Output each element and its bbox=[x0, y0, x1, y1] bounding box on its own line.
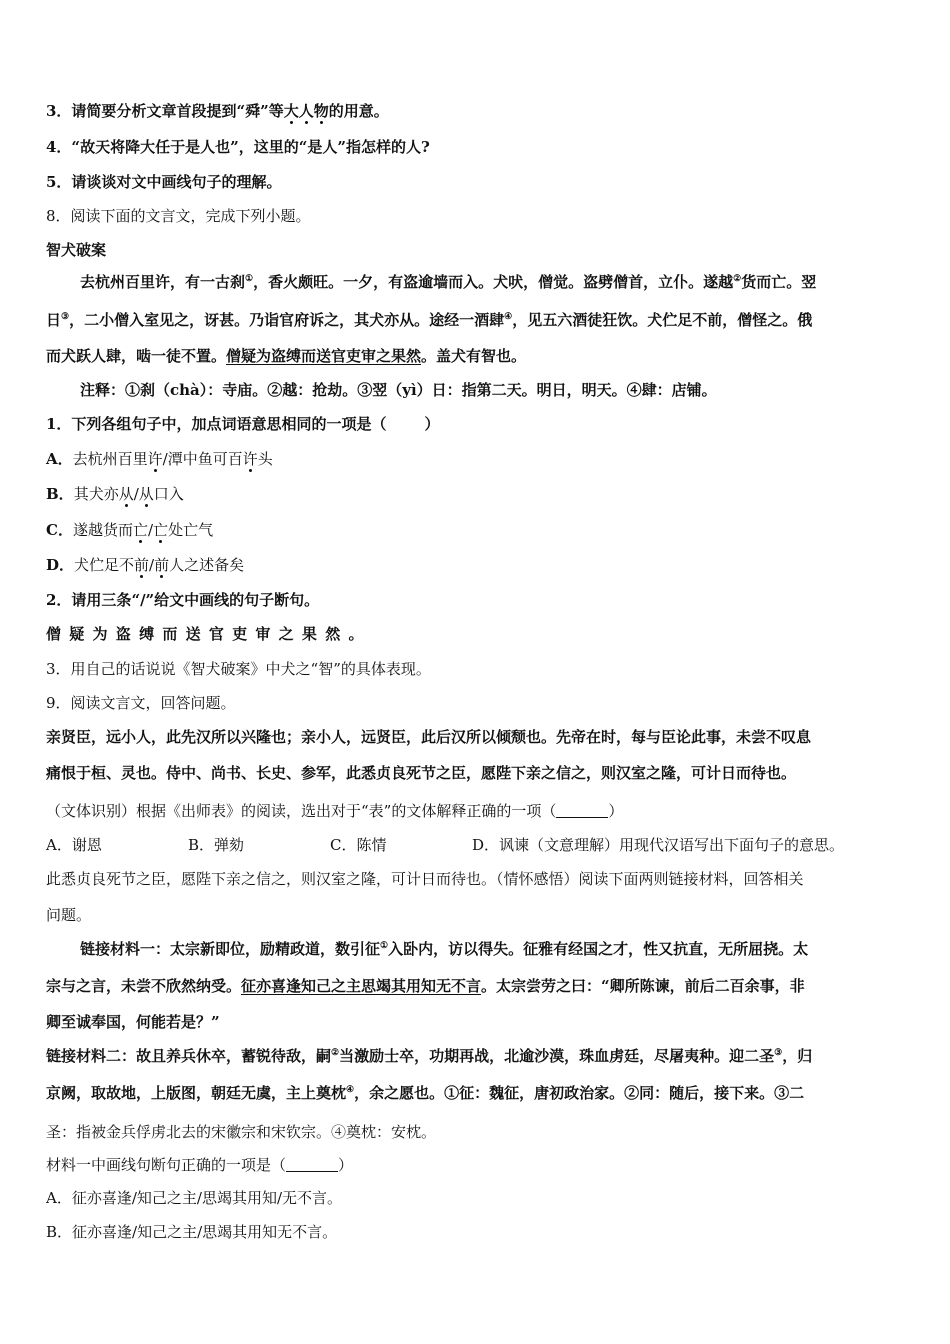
material-2-line-2: 京阙，取故地，上版图，朝廷无虞，主上奠枕④，余之愿也。①征：魏征，唐初政治家。②同：随后，接下来。③二 bbox=[46, 1084, 805, 1102]
material-option-a: A．征亦喜逢/知己之主/思竭其用知/无不言。 bbox=[46, 1189, 342, 1207]
q9-passage-line-2: 痛恨于桓、灵也。侍中、尚书、长史、参军，此悉贞良死节之臣，愿陛下亲之信之，则汉室之隆，可计日而待也。 bbox=[46, 764, 797, 782]
underlined-sentence: 征亦喜逢知己之主思竭其用知无不言 bbox=[241, 977, 482, 995]
option-b: B．弹劾 bbox=[188, 836, 245, 854]
question-9: 9．阅读文言文，回答问题。 bbox=[46, 694, 236, 712]
option-c: C．陈情 bbox=[330, 836, 387, 854]
material-1-line-2: 宗与之言，未尝不欣然纳受。征亦喜逢知己之主思竭其用知无不言。太宗尝劳之曰：“卿所陈谏，前后二百余事，非 bbox=[46, 977, 805, 995]
answer-blank bbox=[556, 803, 608, 818]
passage-line-3: 而犬跃人肆，啮一徒不置。僧疑为盗缚而送官吏审之果然。盖犬有智也。 bbox=[46, 347, 527, 365]
q9-style-question: （文体识别）根据《出师表》的阅读，选出对于“表”的文体解释正确的一项（ ） bbox=[46, 802, 624, 820]
q9-passage-line-1: 亲贤臣，远小人，此先汉所以兴隆也；亲小人，远贤臣，此后汉所以倾颓也。先帝在时，每与臣论此事，未尝不叹息 bbox=[46, 728, 812, 746]
q9-line-4: 问题。 bbox=[46, 906, 92, 924]
option-d: D．犬伫足不前/前人之述备矣 bbox=[46, 556, 245, 574]
sentence-to-punctuate: 僧疑为盗缚而送官吏审之果然。 bbox=[46, 625, 372, 643]
subquestion-1: 1．下列各组句子中，加点词语意思相同的一项是（ ） bbox=[46, 415, 440, 433]
subquestion-2: 2．请用三条“/”给文中画线的句子断句。 bbox=[46, 591, 320, 609]
material-2-line-3: 圣：指被金兵俘虏北去的宋徽宗和宋钦宗。④奠枕：安枕。 bbox=[46, 1123, 437, 1141]
passage-line-2: 日③，二小僧入室见之，讶甚。乃诣官府诉之，其犬亦从。途经一酒肆④，见五六酒徒狂饮。犬伫足不前，僧怪之。俄 bbox=[46, 311, 813, 329]
question-3: 3．请简要分析文章首段提到“舜”等大人物的用意。 bbox=[46, 102, 389, 120]
dotted-char: 大 bbox=[283, 102, 299, 120]
dotted-char: 人 bbox=[298, 102, 314, 120]
q9-line-3: 此悉贞良死节之臣，愿陛下亲之信之，则汉室之隆，可计日而待也。（情怀感悟）阅读下面两则链接材料，回答相关 bbox=[46, 870, 804, 888]
answer-blank bbox=[286, 1157, 338, 1172]
material-2-line-1: 链接材料二：故且养兵休卒，蓄锐待敌，嗣②当激励士卒，功期再战，北逾沙漠，珠血虏廷，尽屠夷种。迎二圣③，归 bbox=[46, 1047, 813, 1065]
dotted-char: 物 bbox=[313, 102, 329, 120]
question-4: 4．“故天将降大任于是人也”，这里的“是人”指怎样的人? bbox=[46, 138, 430, 156]
question-8: 8．阅读下面的文言文，完成下列小题。 bbox=[46, 207, 311, 225]
option-c: C．遂越货而亡/亡处亡气 bbox=[46, 521, 214, 539]
subquestion-3: 3．用自己的话说说《智犬破案》中犬之“智”的具体表现。 bbox=[46, 660, 431, 678]
material-1-line-1: 链接材料一：太宗新即位，励精政道，数引征①入卧内，访以得失。征雅有经国之才，性又抗直，无所屈挠。太 bbox=[80, 940, 809, 958]
option-d: D．讽谏（文意理解）用现代汉语写出下面句子的意思。 bbox=[472, 836, 845, 854]
option-b: B．其犬亦从/从口入 bbox=[46, 485, 184, 503]
option-a: A．去杭州百里许/潭中鱼可百许头 bbox=[46, 450, 273, 468]
material-option-b: B．征亦喜逢/知己之主/思竭其用知无不言。 bbox=[46, 1223, 338, 1241]
passage-title: 智犬破案 bbox=[46, 241, 107, 259]
material-question: 材料一中画线句断句正确的一项是（ ） bbox=[46, 1156, 354, 1174]
option-a: A．谢恩 bbox=[46, 836, 102, 854]
annotation-note: 注释：①刹（chà）：寺庙。②越：抢劫。③翌（yì）日：指第二天。明日，明天。④肆：店铺。 bbox=[80, 381, 717, 399]
underlined-sentence: 僧疑为盗缚而送官吏审之果然 bbox=[226, 347, 422, 365]
material-1-line-3: 卿至诚奉国，何能若是？” bbox=[46, 1013, 220, 1031]
question-5: 5．请谈谈对文中画线句子的理解。 bbox=[46, 173, 282, 191]
passage-line-1: 去杭州百里许，有一古刹①，香火颇旺。一夕，有盗逾墙而入。犬吠，僧觉。盗劈僧首，立仆。遂越②货而亡。翌 bbox=[80, 273, 817, 291]
